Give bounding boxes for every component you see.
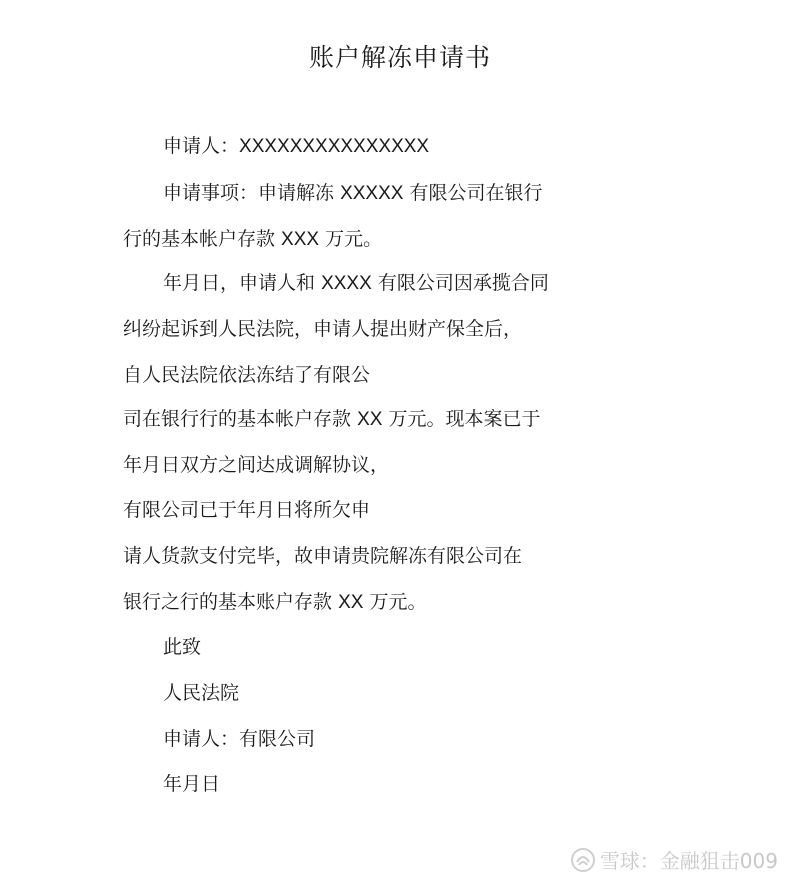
body-line-5 [123, 452, 389, 478]
l5-year: 年 [123, 454, 143, 476]
closing-month: 月 [182, 773, 202, 795]
l6-text-b: 日将所欠申 [275, 499, 371, 521]
l4-text-d: 万元。现本案已于 [382, 408, 541, 430]
signer-suffix: 有限公司 [239, 728, 316, 750]
l1-text-a: 日，申请人和 [201, 272, 322, 294]
closing-day: 日 [201, 773, 221, 795]
l8-text-c: 万元。 [363, 591, 427, 613]
closing-signer-line [163, 726, 315, 752]
l1-year: 年 [163, 272, 183, 294]
matter-line-2 [123, 226, 382, 253]
applicant-label: 申请人： [163, 135, 240, 157]
l8-text-b: 之行的基本账户存款 [161, 591, 339, 613]
l6-year: 年 [237, 499, 257, 521]
l6-month: 月 [256, 499, 276, 521]
matter-text-b: 有限公司在 [403, 182, 505, 204]
l5-month: 月 [142, 454, 162, 476]
matter2-text-b: 万元。 [319, 228, 383, 250]
body-line-6 [123, 497, 370, 523]
body-line-4 [123, 406, 540, 433]
snowball-logo-icon [570, 847, 596, 873]
signer-label: 申请人： [163, 728, 240, 750]
applicant-line [163, 133, 429, 160]
l5-text: 日双方之间达成调解协议， [161, 454, 390, 476]
l1-text-b: 有限公司因承揽合同 [371, 272, 549, 294]
closing-salutation [163, 634, 201, 660]
matter-text-c: 银行 [504, 182, 543, 204]
matter-text-a: 申请解冻 [258, 182, 341, 204]
l3-text-c: 有限公 [313, 364, 371, 386]
l3-text-a: 自 [123, 364, 143, 386]
closing-court: 人民法院 [163, 682, 240, 704]
l6-text-a: 有限公司已于 [123, 499, 238, 521]
matter2-amount: XXX [281, 229, 320, 250]
l4-amount: XX [357, 409, 383, 430]
l4-text-b: 银行 [161, 408, 200, 430]
applicant-value: XXXXXXXXXXXXXXX [239, 136, 430, 157]
matter-line [163, 180, 543, 207]
l2-text-a: 纠纷起诉到 [123, 318, 219, 340]
l7-text-a: 请人货款支付完毕，故申请贵院解冻 [123, 545, 428, 567]
l8-amount: XX [338, 592, 364, 613]
watermark [570, 845, 778, 874]
closing-court-line [163, 680, 239, 706]
closing-date-line [163, 771, 220, 797]
l1-company: XXXX [321, 273, 372, 294]
closing-year: 年 [163, 773, 183, 795]
body-line-3 [123, 362, 370, 388]
matter-company: XXXXX [340, 183, 404, 204]
l1-month: 月 [182, 272, 202, 294]
l2-text-b: 人民法院，申请人提出财产保全后， [218, 318, 523, 340]
l4-text-a: 司在 [123, 408, 162, 430]
salutation-text: 此致 [163, 636, 202, 658]
matter2-text-a: 行的基本帐户存款 [123, 228, 282, 250]
document-title: 账户解冻申请书 [308, 43, 491, 72]
body-line-8 [123, 589, 426, 616]
l3-text-b: 人民法院依法冻结了 [142, 364, 314, 386]
body-line-1 [163, 270, 549, 297]
watermark-text: 雪球：金融狙击009 [599, 849, 778, 873]
body-line-2 [123, 316, 522, 342]
body-line-7 [123, 543, 522, 569]
l7-text-b: 有限公司在 [427, 545, 523, 567]
l4-text-c: 行的基本帐户存款 [199, 408, 358, 430]
matter-label: 申请事项： [163, 182, 259, 204]
l8-text-a: 银行 [123, 591, 162, 613]
